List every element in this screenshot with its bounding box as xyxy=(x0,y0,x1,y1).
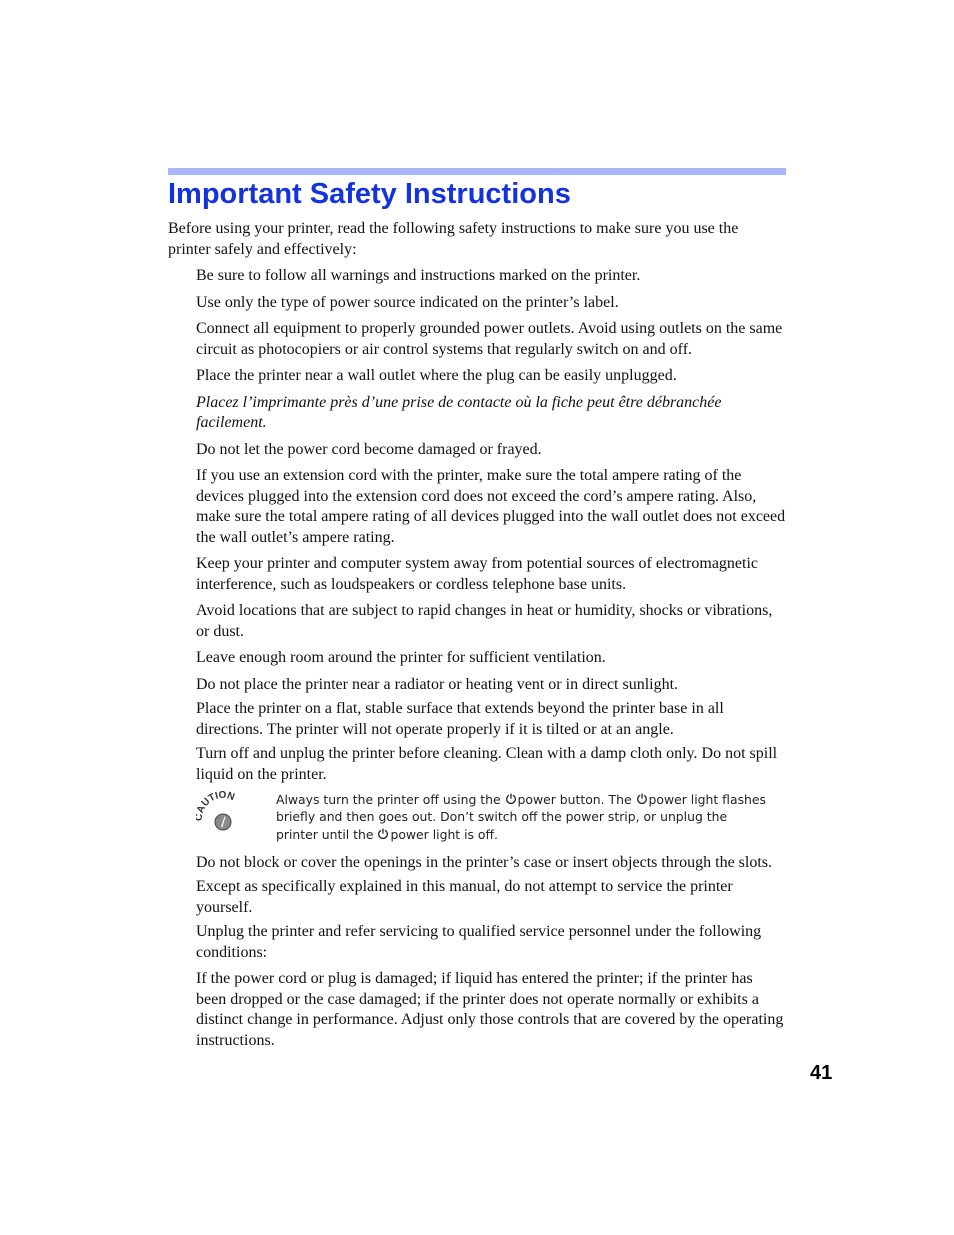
caution-icon xyxy=(196,791,256,837)
instruction-item: Leave enough room around the printer for sufficient ventilation. xyxy=(196,649,606,666)
instruction-item: If you use an extension cord with the printer, make sure the total ampere rating of the devices plugged into the extension cord does not exceed the cord’s ampere rating. Also, make sure the total ampere rating of all devices plugged into the wall outlet does not exceed the wall outlet’s ampere rating. xyxy=(196,467,786,546)
instruction-item: Turn off and unplug the printer before cleaning. Clean with a damp cloth only. Do not spill liquid on the printer. xyxy=(196,745,778,783)
svg-text:CAUTION: AUTION xyxy=(196,791,237,815)
caution-text xyxy=(276,791,766,843)
caution-badge xyxy=(196,791,276,837)
instruction-list xyxy=(196,266,786,1057)
instruction-item: Do not place the printer near a radiator or heating vent or in direct sunlight. xyxy=(196,675,679,693)
instruction-item: Avoid locations that are subject to rapid changes in heat or humidity, shocks or vibrations, or dust. xyxy=(196,602,773,640)
power-icon xyxy=(377,828,389,840)
instruction-item-french: Placez l’imprimante près d’une prise de contacte où la fiche peut être débranchée facilement. xyxy=(196,393,722,431)
power-icon xyxy=(505,793,517,805)
caution-text-part: power button. The xyxy=(517,792,632,807)
instruction-item: Do not let the power cord become damaged or frayed. xyxy=(196,440,542,458)
instruction-item: Keep your printer and computer system away from potential sources of electromagnetic interference, such as loudspeakers or cordless telephone base units. xyxy=(196,555,759,593)
instruction-item: Do not block or cover the openings in the printer’s case or insert objects through the slots. xyxy=(196,853,773,871)
page-number: 41 xyxy=(810,1062,833,1084)
instruction-item: Use only the type of power source indicated on the printer’s label. xyxy=(196,293,619,311)
instruction-item: Unplug the printer and refer servicing to qualified service personnel under the following conditions: xyxy=(196,923,762,961)
instruction-item: Except as specifically explained in this manual, do not attempt to service the printer yourself. xyxy=(196,878,733,916)
instruction-item: If the power cord or plug is damaged; if liquid has entered the printer; if the printer has been dropped or the case damaged; if the printer does not operate normally or exhibits a distinct change in performance. Adjust only those controls that are covered by the operating instructions. xyxy=(196,970,784,1049)
page-title: Important Safety Instructions xyxy=(168,178,571,210)
caution-text-part: power light flashes briefly and then goes out. Don’t switch off the power strip, or unplug the printer until the xyxy=(276,792,766,842)
instruction-item: Place the printer on a flat, stable surface that extends beyond the printer base in all directions. The printer will not operate properly if it is tilted or at an angle. xyxy=(196,700,724,738)
instruction-item: Be sure to follow all warnings and instructions marked on the printer. xyxy=(196,267,641,284)
caution-text-part: power light is off. xyxy=(390,826,498,842)
instruction-item: Connect all equipment to properly grounded power outlets. Avoid using outlets on the same circuit as photocopiers or air control systems that regularly switch on and off. xyxy=(196,320,783,358)
intro-paragraph: Before using your printer, read the following safety instructions to make sure you use the printer safely and effectively: xyxy=(168,220,739,258)
caution-text-part: Always turn the printer off using the xyxy=(276,792,501,807)
instruction-item: Place the printer near a wall outlet where the plug can be easily unplugged. xyxy=(196,367,677,384)
power-icon xyxy=(636,793,648,805)
caution-note xyxy=(196,791,786,843)
